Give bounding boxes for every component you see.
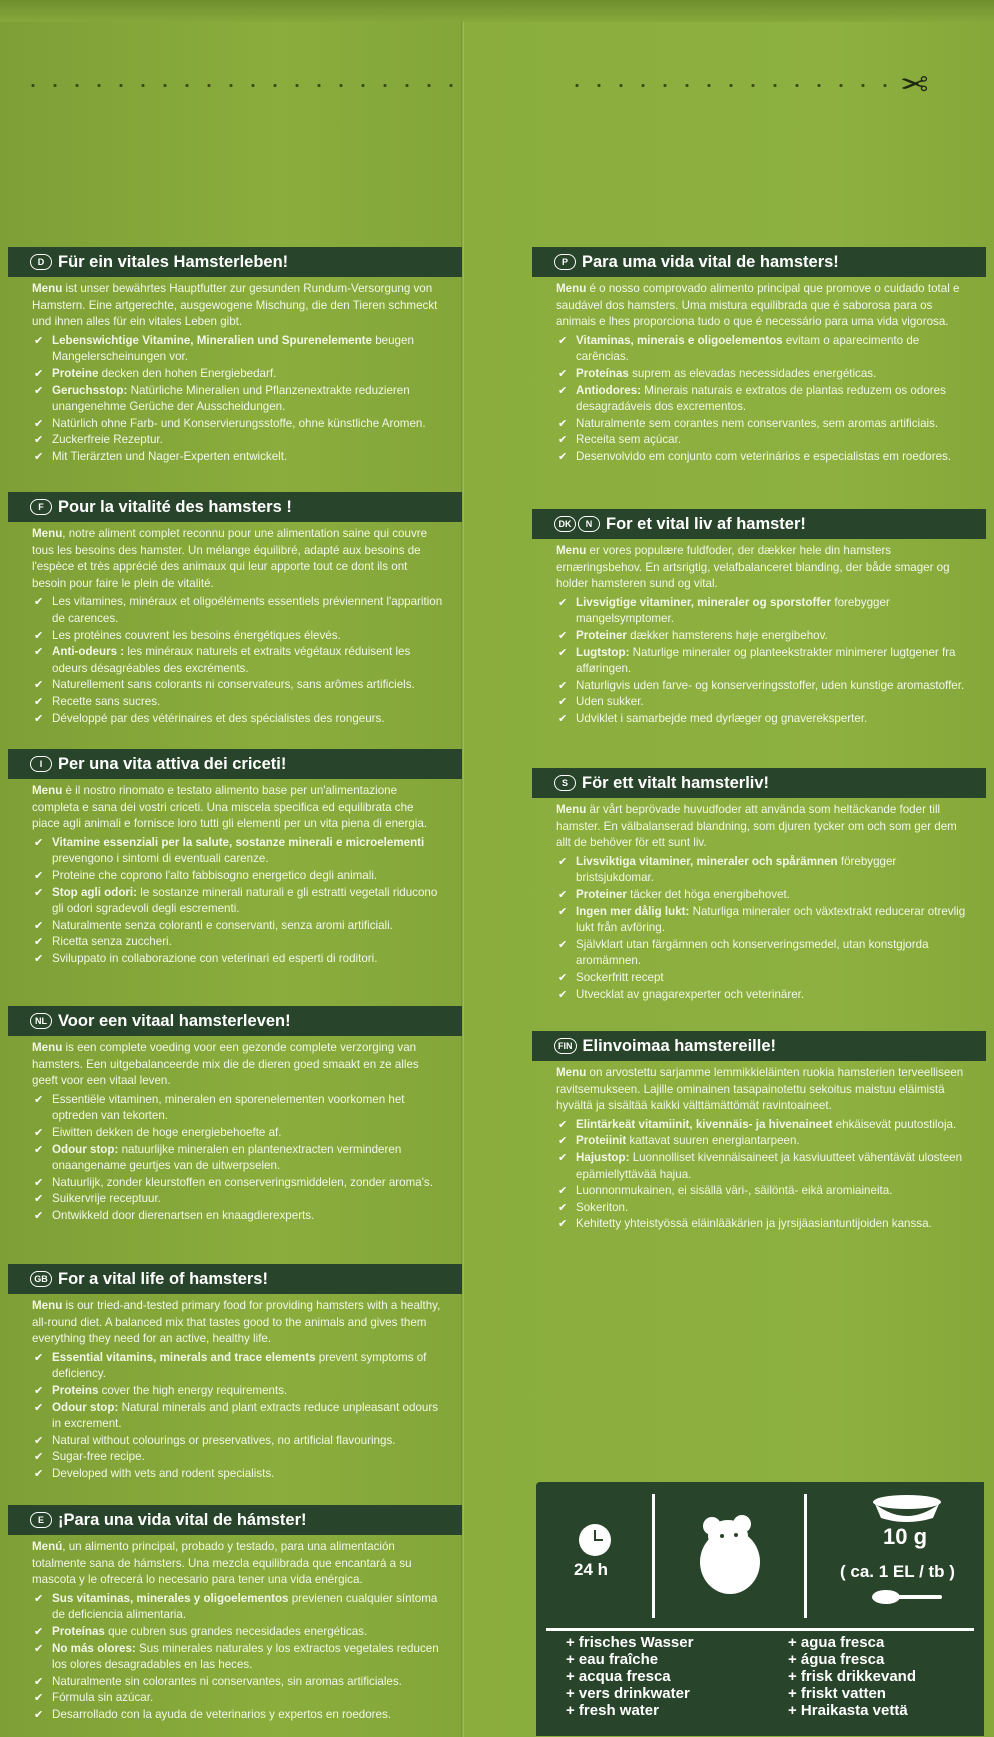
- feature-item: [556, 970, 968, 987]
- feature-highlight: Lugtstop:: [576, 645, 630, 659]
- feature-text: Självklart utan färgämnen och konserveringsmedel, utan konstgjorda aromämnen.: [576, 937, 929, 968]
- feature-item: [32, 885, 444, 918]
- top-edge: [0, 0, 994, 22]
- feature-text: Natural without colourings or preservatives, no artificial flavourings.: [52, 1433, 396, 1447]
- feature-item: [32, 1208, 444, 1225]
- country-code-badge: P: [554, 254, 576, 270]
- feature-list: [556, 1117, 968, 1233]
- water-item: + frisk drikkevand: [788, 1668, 916, 1685]
- section-title: For a vital life of hamsters!: [58, 1269, 268, 1288]
- country-code-badge: F: [30, 499, 52, 515]
- feature-text: Udviklet i samarbejde med dyrlæger og gnavereksperter.: [576, 711, 868, 725]
- brand-name: Menu: [556, 282, 587, 295]
- intro-text: [32, 281, 444, 331]
- feature-text: Les vitamines, minéraux et oligoéléments essentiels préviennent l'apparition de carences.: [52, 595, 443, 625]
- hamster-icon: [694, 1510, 764, 1598]
- feature-text: Naturalmente sin colorantes ni conservantes, sin aromas artificiales.: [52, 1674, 402, 1688]
- feature-text: forebygger mangelsymptomer.: [576, 595, 890, 626]
- intro-body: è il nostro rinomato e testato alimento base per un'alimentazione completa e sana dei vostri criceti. Una miscela specifica ed equilibrata che piace agli animali e fornisce loro tutti gli elementi per un vita piena di energia.: [32, 784, 428, 831]
- feature-text: förebygger bristsjukdomar.: [576, 854, 897, 885]
- feature-highlight: Lebenswichtige Vitamine, Mineralien und Spurenelemente: [52, 333, 372, 347]
- feature-item: [32, 1383, 444, 1400]
- feature-item: [556, 1133, 968, 1150]
- spoon-amount: ( ca. 1 EL / tb ): [840, 1562, 955, 1581]
- feature-text: Ricetta senza zuccheri.: [52, 935, 172, 949]
- feature-item: [32, 333, 444, 366]
- country-code-badge: D: [30, 254, 52, 270]
- section-header: [532, 247, 986, 277]
- divider: [804, 1494, 807, 1618]
- feature-highlight: Odour stop:: [52, 1142, 119, 1156]
- brand-name: Menu: [556, 1066, 587, 1079]
- feature-text: suprem as elevadas necessidades energéticas.: [628, 366, 877, 380]
- feature-item: [556, 1117, 968, 1134]
- feature-text: Ontwikkeld door dierenartsen en knaagdierexperts.: [52, 1208, 315, 1222]
- feature-item: [32, 868, 444, 885]
- feature-highlight: Vitamine essenziali per la salute, sostanze minerali e microelementi: [52, 835, 425, 849]
- feature-text: Desenvolvido em conjunto com veterinários e especialistas em roedores.: [576, 449, 952, 463]
- intro-text: [556, 543, 968, 593]
- intro-body: is our tried-and-tested primary food for providing hamsters with a healthy, all-round diet. A balanced mix that tastes good to the animals and gives them everything they need for an active, healthy life.: [32, 1299, 441, 1346]
- feature-item: [32, 1350, 444, 1383]
- feature-text: les minéraux naturels et extraits végétaux réduisent les odeurs désagréables des excréments.: [52, 645, 411, 675]
- feature-list: [32, 1350, 444, 1483]
- feature-list: [32, 1591, 444, 1724]
- feature-text: Sus minerales naturales y los extractos vegetales reducen los olores desagradables en las heces.: [52, 1641, 439, 1672]
- section-fi: [532, 1031, 986, 1233]
- country-code-badge: GB: [30, 1271, 52, 1287]
- feature-item: [556, 1200, 968, 1217]
- water-item: + vers drinkwater: [566, 1685, 690, 1702]
- feature-item: [32, 1466, 444, 1483]
- section-gb: [8, 1264, 462, 1483]
- feature-item: [556, 987, 968, 1004]
- clock-icon: [579, 1524, 611, 1556]
- feature-text: Sugar-free recipe.: [52, 1450, 145, 1464]
- water-item: + frisches Wasser: [566, 1634, 694, 1651]
- intro-text: [556, 281, 968, 331]
- section-title: För ett vitalt hamsterliv!: [582, 773, 770, 792]
- country-code-badge: I: [30, 756, 52, 772]
- feature-item: [556, 678, 968, 695]
- country-code-badge: NL: [30, 1013, 52, 1029]
- feature-highlight: Livsvigtige vitaminer, mineraler og sporstoffer: [576, 595, 832, 609]
- intro-text: [32, 1539, 444, 1589]
- feature-item: [556, 887, 968, 904]
- feature-item: [32, 1690, 444, 1707]
- feature-list: [32, 835, 444, 968]
- feature-highlight: Antiodores:: [576, 383, 642, 397]
- feature-text: Naturellement sans colorants ni conservateurs, sans arômes artificiels.: [52, 678, 415, 692]
- intro-text: [32, 526, 444, 592]
- perforation-line-left: [22, 84, 458, 87]
- feature-item: [556, 432, 968, 449]
- feature-text: Suikervrije receptuur.: [52, 1192, 161, 1206]
- feature-item: [32, 694, 444, 711]
- feature-text: Uden sukker.: [576, 695, 644, 709]
- feature-text: Natural minerals and plant extracts reduce unpleasant odours in excrement.: [52, 1400, 438, 1431]
- feature-highlight: Livsviktiga vitaminer, mineraler och spårämnen: [576, 854, 838, 868]
- water-item: + fresh water: [566, 1702, 659, 1719]
- feature-item: [32, 934, 444, 951]
- divider: [652, 1494, 655, 1618]
- water-item: + eau fraîche: [566, 1651, 659, 1668]
- intro-text: [556, 802, 968, 852]
- section-title: ¡Para una vida vital de hámster!: [58, 1510, 307, 1529]
- feature-item: [556, 383, 968, 416]
- feature-item: [32, 449, 444, 466]
- feature-text: cover the high energy requirements.: [98, 1383, 288, 1397]
- feature-text: Recette sans sucres.: [52, 694, 161, 708]
- feature-item: [556, 904, 968, 937]
- country-code-badge: E: [30, 1512, 52, 1528]
- spoon-icon: [868, 1586, 948, 1608]
- feature-highlight: Proteínas: [576, 366, 629, 380]
- intro-body: on arvostettu sarjamme lemmikkieläinten ruokia hamsterien terveelliseen ravitsemukseen. Lajille ominainen tasapainotettu sekoitus maistuu eläimistä hyvältä ja sisältää kaikki välttämättömät ravintoaineet.: [556, 1066, 964, 1113]
- feature-text: Sokeriton.: [576, 1200, 629, 1214]
- feature-item: [556, 366, 968, 383]
- feature-item: [556, 628, 968, 645]
- section-es: [8, 1505, 462, 1724]
- feature-item: [556, 937, 968, 970]
- feature-item: [32, 644, 444, 677]
- feature-text: Les protéines couvrent les besoins énergétiques élevés.: [52, 628, 341, 642]
- feature-text: beugen Mangelerscheinungen vor.: [52, 333, 414, 364]
- feature-item: [556, 1216, 968, 1233]
- feature-item: [32, 1142, 444, 1175]
- feature-item: [32, 1191, 444, 1208]
- feature-text: Naturlige mineraler og planteekstrakter minimerer lugtgener fra afføringen.: [576, 645, 956, 676]
- feature-text: evitam o aparecimento de carências.: [576, 333, 920, 364]
- feature-text: Desarrollado con la ayuda de veterinarios y expertos en roedores.: [52, 1707, 391, 1721]
- section-se: [532, 768, 986, 1003]
- feature-item: [32, 835, 444, 868]
- intro-body: , notre aliment complet reconnu pour une alimentation saine qui couvre tous les besoins des hamster. Un mélange équilibré, adapté aux besoins de l'espèce et très apprécié des animaux qui leur apporte tout ce dont ils ont besoin pour faire le plein de vitalité.: [32, 527, 428, 590]
- feature-item: [32, 951, 444, 968]
- feature-item: [32, 366, 444, 383]
- feature-text: Sviluppato in collaborazione con veterinari ed esperti di roditori.: [52, 951, 378, 965]
- section-title: Voor een vitaal hamsterleven!: [58, 1011, 291, 1030]
- feature-text: kattavat suuren energiantarpeen.: [626, 1134, 800, 1148]
- water-item: + Hraikasta vettä: [788, 1702, 908, 1719]
- feature-text: decken den hohen Energiebedarf.: [98, 366, 277, 380]
- feature-text: Natuurlijk, zonder kleurstoffen en conserveringsmiddelen, zonder aroma's.: [52, 1175, 433, 1189]
- feeding-instructions: [536, 1482, 984, 1736]
- feature-text: dækker hamsterens høje energibehov.: [626, 628, 828, 642]
- scissors-icon: ✂: [900, 65, 929, 105]
- intro-body: är vårt beprövade huvudfoder att använda som heltäckande foder till hamster. En välbalanserad blandning, som djuren tycker om och som ger dem allt de behöver för ett sunt liv.: [556, 803, 957, 850]
- section-header: [532, 1031, 986, 1061]
- feature-text: Luonnonmukainen, ei sisällä väri-, säilöntä- eikä aromiaineita.: [576, 1184, 893, 1198]
- feature-text: Naturliga mineraler och växtextrakt reducerar otrevlig lukt från avföring.: [576, 904, 966, 935]
- section-fr: [8, 492, 462, 727]
- feature-list: [32, 1092, 444, 1225]
- intro-text: [32, 1298, 444, 1348]
- feature-item: [32, 1591, 444, 1624]
- feature-text: Developed with vets and rodent specialists.: [52, 1466, 275, 1480]
- section-header: [8, 749, 462, 779]
- feature-text: Développé par des vétérinaires et des spécialistes des rongeurs.: [52, 711, 385, 725]
- feature-text: Natürlich ohne Farb- und Konservierungsstoffe, ohne künstliche Aromen.: [52, 416, 426, 430]
- feature-item: [32, 1674, 444, 1691]
- water-list-left: [566, 1634, 693, 1719]
- intro-text: [32, 1040, 444, 1090]
- feature-highlight: Proteiner: [576, 887, 627, 901]
- intro-body: , un alimento principal, probado y testado, para una alimentación totalmente sana de hámsters. Una mezcla equilibrada que encantará a su mascota y le ofrecerá lo necesario para tener una vida enérgica.: [32, 1540, 412, 1587]
- feature-text: Proteine che coprono l'alto fabbisogno energetico degli animali.: [52, 868, 378, 882]
- feeding-interval: 24 h: [574, 1560, 609, 1579]
- brand-name: Menu: [32, 784, 63, 797]
- country-code-badge: DK: [554, 516, 576, 532]
- section-header: [8, 492, 462, 522]
- feature-text: Essentiële vitaminen, mineralen en sporenelementen voorkomen het optreden van tekorten.: [52, 1092, 405, 1123]
- brand-name: Menu: [32, 1041, 63, 1054]
- feature-text: que cubren sus grandes necesidades energéticas.: [104, 1624, 368, 1638]
- feature-list: [556, 854, 968, 1003]
- section-pt: [532, 247, 986, 466]
- water-list-right: [788, 1634, 916, 1719]
- brand-name: Menu: [32, 527, 63, 540]
- feature-text: prevent symptoms of deficiency.: [52, 1350, 427, 1381]
- water-item: + friskt vatten: [788, 1685, 886, 1702]
- feature-item: [32, 677, 444, 694]
- section-header: [8, 1006, 462, 1036]
- section-dk: [532, 509, 986, 728]
- section-header: [532, 768, 986, 798]
- section-title: Für ein vitales Hamsterleben!: [58, 252, 289, 271]
- feature-highlight: No más olores:: [52, 1641, 136, 1655]
- intro-text: [556, 1065, 968, 1115]
- feature-text: Minerais naturais e extratos de plantas reduzem os odores desagradáveis dos excrementos.: [576, 383, 946, 414]
- feature-item: [556, 595, 968, 628]
- feature-text: täcker det höga energibehovet.: [626, 887, 790, 901]
- feature-text: prevengono i sintomi di eventuali carenze.: [52, 852, 269, 866]
- feature-text: Mit Tierärzten und Nager-Experten entwickelt.: [52, 449, 288, 463]
- feature-item: [556, 1183, 968, 1200]
- feature-item: [556, 694, 968, 711]
- feature-list: [556, 333, 968, 466]
- feature-item: [32, 1624, 444, 1641]
- feature-text: Natürliche Mineralien und Pflanzenextrakte reduzieren unangenehme Gerüche der Ausscheidungen.: [52, 383, 410, 414]
- feature-item: [32, 1641, 444, 1674]
- feature-item: [32, 1125, 444, 1142]
- feature-highlight: Anti-odeurs :: [52, 645, 125, 659]
- feature-text: Naturligvis uden farve- og konserveringsstoffer, uden kunstige aromastoffer.: [576, 678, 965, 692]
- intro-body: ist unser bewährtes Hauptfutter zur gesunden Rundum-Versorgung von Hamstern. Eine artgerechte, ausgewogene Mischung, die den Tieren schmeckt und ihnen alles für ein vitales Leben gibt.: [32, 282, 438, 329]
- feature-item: [32, 918, 444, 935]
- feature-item: [32, 1449, 444, 1466]
- country-code-badge: S: [554, 775, 576, 791]
- intro-body: is een complete voeding voor een gezonde complete verzorging van hamsters. Een uitgebalanceerde mix die de dieren goed smaakt en ze alles geeft voor een vitaal leven.: [32, 1041, 419, 1088]
- feature-highlight: Proteiinit: [576, 1134, 627, 1148]
- feature-item: [556, 416, 968, 433]
- feeding-amount: 10 g: [883, 1524, 928, 1549]
- feature-text: Naturalmente sem corantes nem conservantes, sem aromas artificiais.: [576, 416, 939, 430]
- feature-item: [556, 645, 968, 678]
- divider: [546, 1628, 974, 1631]
- feature-item: [32, 711, 444, 728]
- section-header: [8, 1505, 462, 1535]
- feature-item: [556, 333, 968, 366]
- feature-highlight: Hajustop:: [576, 1150, 630, 1164]
- feature-text: Luonnolliset kivennäisaineet ja kasviuutteet vähentävät ulosteen epämiellyttävää hajua.: [576, 1150, 963, 1181]
- section-nl: [8, 1006, 462, 1225]
- feature-text: Naturalmente senza coloranti e conservanti, senza aromi artificiali.: [52, 918, 393, 932]
- feature-item: [32, 432, 444, 449]
- feature-item: [556, 449, 968, 466]
- brand-name: Menú: [32, 1540, 63, 1553]
- feature-item: [32, 628, 444, 645]
- perforation-line-right: [566, 84, 896, 87]
- intro-text: [32, 783, 444, 833]
- feature-text: Zuckerfreie Rezeptur.: [52, 433, 163, 447]
- feature-text: previenen cualquier síntoma de deficiencia alimentaria.: [52, 1591, 438, 1622]
- feature-list: [556, 595, 968, 728]
- feature-text: Fórmula sin azúcar.: [52, 1691, 154, 1705]
- feature-text: Eiwitten dekken de hoge energiebehoefte af.: [52, 1125, 282, 1139]
- feature-item: [556, 1150, 968, 1183]
- feature-item: [32, 383, 444, 416]
- section-title: Pour la vitalité des hamsters !: [58, 497, 292, 516]
- feature-item: [32, 416, 444, 433]
- feature-highlight: Proteínas: [52, 1624, 105, 1638]
- water-item: + agua fresca: [788, 1634, 885, 1651]
- feature-highlight: Vitaminas, minerais e oligoelementos: [576, 333, 783, 347]
- feature-item: [32, 1092, 444, 1125]
- feature-item: [32, 594, 444, 627]
- brand-name: Menu: [556, 803, 587, 816]
- feature-list: [32, 333, 444, 466]
- feature-item: [32, 1400, 444, 1433]
- brand-name: Menu: [556, 544, 587, 557]
- feature-highlight: Ingen mer dålig lukt:: [576, 904, 690, 918]
- feature-list: [32, 594, 444, 727]
- feature-item: [32, 1175, 444, 1192]
- feature-text: le sostanze minerali naturali e gli estratti vegetali riducono gli odori sgradevoli degli escrementi.: [52, 885, 438, 916]
- bowl-icon: [871, 1494, 943, 1524]
- feature-item: [556, 854, 968, 887]
- feature-highlight: Odour stop:: [52, 1400, 119, 1414]
- intro-body: er vores populære fuldfoder, der dækker hele din hamsters ernæringsbehov. En artsrigtig, velafbalanceret blanding, der både smager og holder hamsteren sund og vital.: [556, 544, 950, 591]
- feature-text: Kehitetty yhteistyössä eläinlääkärien ja jyrsijäasiantuntijoiden kanssa.: [576, 1217, 932, 1231]
- feature-highlight: Proteiner: [576, 628, 627, 642]
- feature-text: natuurlijke mineralen en plantenextracten verminderen onaangename geurtjes van de uitwerpselen.: [52, 1142, 402, 1173]
- water-item: + água fresca: [788, 1651, 885, 1668]
- feature-text: Sockerfritt recept: [576, 970, 664, 984]
- section-header: [8, 1264, 462, 1294]
- section-title: For et vital liv af hamster!: [606, 514, 806, 533]
- feature-highlight: Essential vitamins, minerals and trace elements: [52, 1350, 316, 1364]
- intro-body: é o nosso comprovado alimento principal que promove o cuidado total e saudável dos hamsters. Uma mistura equilibrada que é saborosa para os animais e lhes proporciona tudo o que é necessário para uma vida vigorosa.: [556, 282, 960, 329]
- section-title: Per una vita attiva dei criceti!: [58, 754, 287, 773]
- section-header: [532, 509, 986, 539]
- feature-highlight: Proteins: [52, 1383, 99, 1397]
- section-header: [8, 247, 462, 277]
- brand-name: Menu: [32, 282, 63, 295]
- feature-highlight: Sus vitaminas, minerales y oligoelementos: [52, 1591, 289, 1605]
- feature-text: Utvecklat av gnagarexperter och veterinärer.: [576, 987, 805, 1001]
- feature-text: Receita sem açúcar.: [576, 433, 682, 447]
- country-code-badge: FIN: [554, 1038, 577, 1054]
- feature-item: [32, 1707, 444, 1724]
- section-de: [8, 247, 462, 466]
- country-code-badge: N: [578, 516, 600, 532]
- section-title: Elinvoimaa hamstereille!: [582, 1036, 776, 1055]
- water-item: + acqua fresca: [566, 1668, 671, 1685]
- feature-item: [556, 711, 968, 728]
- brand-name: Menu: [32, 1299, 63, 1312]
- feature-text: ehkäisevät puutostiloja.: [832, 1117, 957, 1131]
- feature-highlight: Stop agli odori:: [52, 885, 138, 899]
- section-it: [8, 749, 462, 968]
- feature-highlight: Elintärkeät vitamiinit, kivennäis- ja hivenaineet: [576, 1117, 833, 1131]
- feature-item: [32, 1433, 444, 1450]
- feature-highlight: Geruchsstop:: [52, 383, 128, 397]
- feature-highlight: Proteine: [52, 366, 99, 380]
- section-title: Para uma vida vital de hamsters!: [582, 252, 839, 271]
